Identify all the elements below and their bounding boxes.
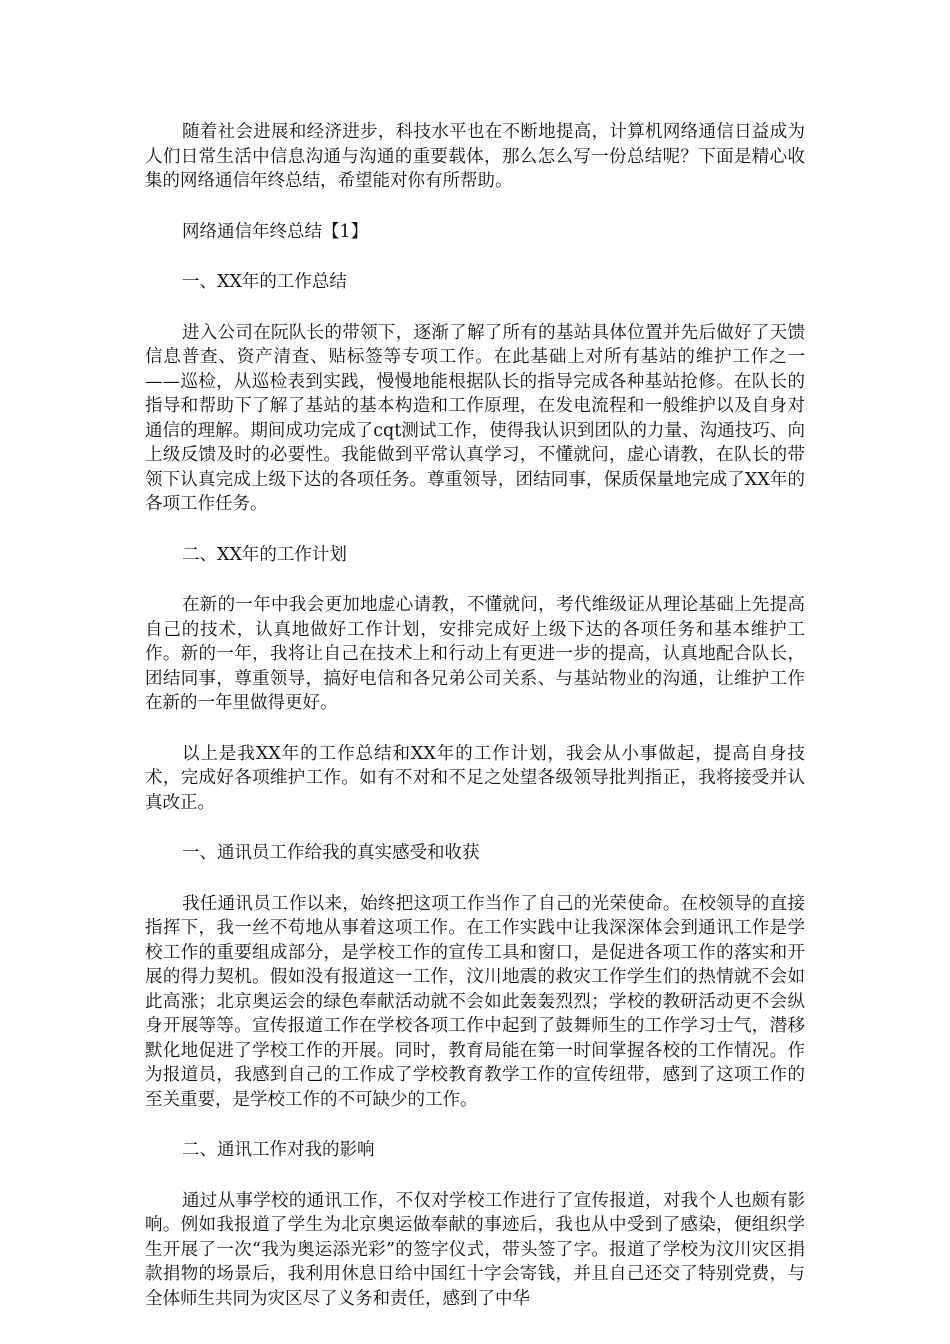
section-heading-work-summary: 一、XX年的工作总结 [182,272,347,292]
conclusion-paragraph: 以上是我XX年的工作总结和XX年的工作计划，我会从小事做起，提高自身技术，完成好各项维护工作。如有不对和不足之处望各级领导批判指正，我将接受并认真改正。 [145,743,805,813]
section-heading-influence: 二、通讯工作对我的影响 [182,1140,375,1160]
intro-paragraph: 随着社会进展和经济进步，科技水平也在不断地提高，计算机网络通信日益成为人们日常生活中信息沟通与沟通的重要载体，那么怎么写一份总结呢？下面是精心收集的网络通信年终总结，希望能对你有所帮助。 [145,122,805,191]
document-body [145,120,805,1337]
work-plan-paragraph: 在新的一年中我会更加地虚心请教，不懂就问，考代维级证从理论基础上先提高自己的技术，认真地做好工作计划，安排完成好上级下达的各项任务和基本维护工作。新的一年，我将让自己在技术上和行动上有更进一步的提高，认真地配合队长，团结同事，尊重领导，搞好电信和各兄弟公司关系、与基站物业的沟通，让维护工作在新的一年里做得更好。 [145,595,805,713]
section-heading-correspondent-feelings: 一、通讯员工作给我的真实感受和收获 [182,843,480,863]
document-title: 网络通信年终总结【1】 [182,221,369,242]
work-summary-paragraph: 进入公司在阮队长的带领下，逐渐了解了所有的基站具体位置并先后做好了天馈信息普查、资产清查、贴标签等专项工作。在此基础上对所有基站的维护工作之一 ——巡检，从巡检表到实践，慢慢地能根据队长的指导完成各种基站抢修。在队长的指导和帮助下了解了基站的基本构造和工作原理，在发电流程和一般维护以及自身对通信的理解。期间成功完成了cqt测试工作，使得我认识到团队的力量、沟通技巧、向上级反馈及时的必要性。我能做到平常认真学习，不懂就问，虚心请教，在队长的带领下认真完成上级下达的各项任务。尊重领导，团结同事，保质保量地完成了XX年的各项工作任务。 [145,322,805,514]
section-heading-work-plan: 二、XX年的工作计划 [182,544,347,565]
influence-paragraph: 通过从事学校的通讯工作，不仅对学校工作进行了宣传报道，对我个人也颇有影响。例如我报道了学生为北京奥运做奉献的事迹后，我也从中受到了感染，便组织学生开展了一次“我为奥运添光彩”的签字仪式，带头签了字。报道了学校为汶川灾区捐款捐物的场景后，我利用休息日给中国红十字会寄钱，并且自己还交了特别党费，与全体师生共同为灾区尽了义务和责任，感到了中华 [145,1190,805,1309]
correspondent-feelings-paragraph: 我任通讯员工作以来，始终把这项工作当作了自己的光荣使命。在校领导的直接指挥下，我一丝不苟地从事着这项工作。在工作实践中让我深深体会到通讯工作是学校工作的重要组成部分，是学校工作的宣传工具和窗口，是促进各项工作的落实和开展的得力契机。假如没有报道这一工作，汶川地震的救灾工作学生们的热情就不会如此高涨；北京奥运会的绿色奉献活动就不会如此轰轰烈烈；学校的教研活动更不会纵身开展等等。宣传报道工作在学校各项工作中起到了鼓舞师生的工作学习士气，潜移默化地促进了学校工作的开展。同时，教育局能在第一时间掌握各校的工作情况。作为报道员，我感到自己的工作成了学校教育教学工作的宣传纽带，感到了这项工作的至关重要，是学校工作的不可缺少的工作。 [145,893,805,1110]
